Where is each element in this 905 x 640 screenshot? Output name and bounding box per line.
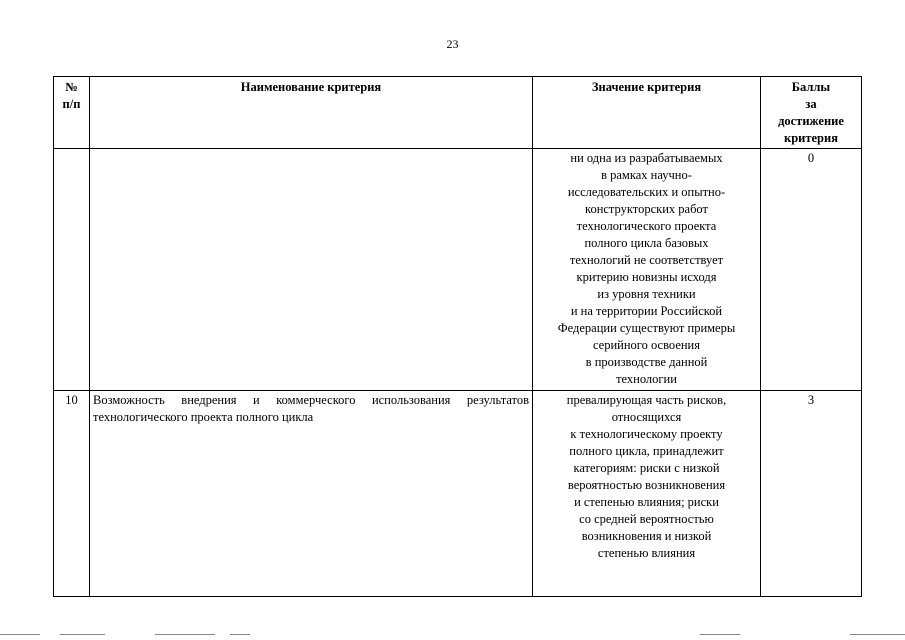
scan-edge-line: [230, 634, 250, 635]
scan-edge-line: [155, 634, 215, 635]
value-line: категориям: риски с низкой: [573, 461, 720, 475]
row-criterion-name: [90, 149, 533, 391]
header-value: Значение критерия: [533, 77, 761, 149]
row-criterion-value: [533, 149, 761, 391]
header-score-line-1: Баллы: [791, 80, 831, 94]
value-line: технологии: [616, 372, 677, 386]
header-score-line-4: критерия: [784, 131, 838, 145]
value-line: превалирующая часть рисков,: [566, 393, 727, 407]
row-num: 10: [54, 391, 90, 597]
header-num: [54, 77, 90, 149]
table-header-row: [54, 77, 862, 149]
header-score-line-3: достижение: [778, 114, 844, 128]
value-line: степенью влияния: [597, 546, 696, 560]
value-line: критерию новизны исходя: [576, 270, 717, 284]
value-line: полного цикла базовых: [584, 236, 709, 250]
scan-edge-line: [700, 634, 740, 635]
value-line: и степенью влияния; риски: [574, 495, 719, 509]
value-line: вероятностью возникновения: [567, 478, 726, 492]
value-line: серийного освоения: [592, 338, 700, 352]
value-line: относящихся: [611, 410, 682, 424]
header-num-line-1: №: [65, 80, 78, 94]
value-line: со средней вероятностью: [579, 512, 714, 526]
value-line: в рамках научно-: [601, 168, 692, 182]
value-line: ни одна из разрабатываемых: [570, 151, 723, 165]
table-row: [54, 391, 862, 597]
row-num: [54, 149, 90, 391]
value-line: конструкторских работ: [585, 202, 708, 216]
row-criterion-name: Возможность внедрения и коммерческого использования результатов технологического проекта полного цикла: [90, 391, 533, 597]
value-line: и на территории Российской: [570, 304, 723, 318]
scan-edge-line: [850, 634, 905, 635]
value-line: к технологическому проекту: [570, 427, 723, 441]
page-number: 23: [446, 37, 459, 51]
value-line: технологического проекта: [576, 219, 717, 233]
header-score-line-2: за: [805, 97, 817, 111]
value-line: технологий не соответствует: [569, 253, 724, 267]
value-line: возникновения и низкой: [581, 529, 712, 543]
scan-edge-line: [60, 634, 105, 635]
scan-edge-line: [0, 634, 40, 635]
header-num-line-2: п/п: [62, 97, 81, 111]
row-criterion-value: [533, 391, 761, 597]
value-line: в производстве данной: [585, 355, 708, 369]
value-line: Федерации существуют примеры: [557, 321, 736, 335]
row-score: 0: [761, 149, 862, 391]
value-line: полного цикла, принадлежит: [569, 444, 724, 458]
table-row: [54, 149, 862, 391]
header-score: [761, 77, 862, 149]
criteria-table: [53, 76, 862, 597]
value-line: из уровня техники: [597, 287, 696, 301]
row-score: 3: [761, 391, 862, 597]
value-line: исследовательских и опытно-: [567, 185, 726, 199]
header-name: Наименование критерия: [90, 77, 533, 149]
